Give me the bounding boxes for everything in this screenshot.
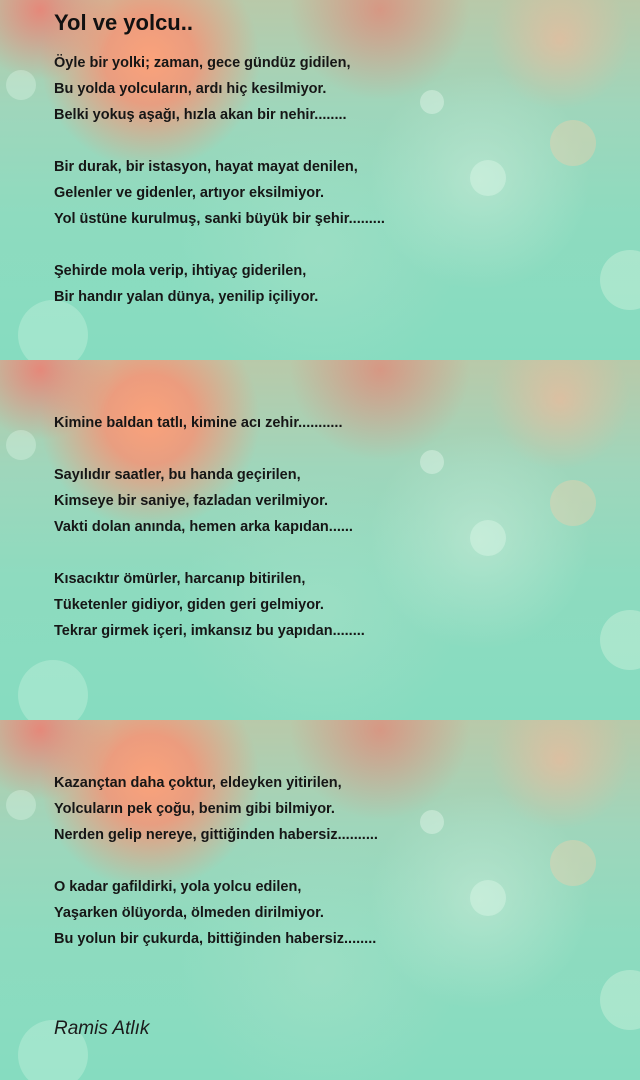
poem-line: O kadar gafildirki, yola yolcu edilen, [54,879,302,895]
stanza-block [54,770,378,952]
poem-line: Bu yolda yolcuların, ardı hiç kesilmiyor. [54,81,327,97]
poem-line: Tekrar girmek içeri, imkansız bu yapıdan........ [54,623,365,639]
bokeh-light [550,120,596,166]
poem-panel-2 [0,360,640,720]
poem-line: Belki yokuş aşağı, hızla akan bir nehir........ [54,107,347,123]
poem-line: Bir handır yalan dünya, yenilip içiliyor. [54,289,319,305]
poem-line [54,848,378,874]
bokeh-light [18,660,88,720]
bokeh-light [420,90,444,114]
poem-line [54,436,365,462]
author-name: Ramis Atlık [54,1018,150,1039]
poem-title: Yol ve yolcu.. [54,10,193,35]
poem-line: Kimseye bir saniye, fazladan verilmiyor. [54,493,329,509]
bokeh-light [470,520,506,556]
poem-line: Vakti dolan anında, hemen arka kapıdan...... [54,519,353,535]
poem-line [54,540,365,566]
poem-line [54,232,385,258]
poem-line: Kısacıktır ömürler, harcanıp bitirilen, [54,571,306,587]
poem-line: Yolcuların pek çoğu, benim gibi bilmiyor. [54,801,335,817]
poem-line: Yaşarken ölüyorda, ölmeden dirilmiyor. [54,905,324,921]
stanza-block [54,50,385,310]
bokeh-light [420,450,444,474]
bokeh-light [600,610,640,670]
poem-line: Kimine baldan tatlı, kimine acı zehir........... [54,415,343,431]
poem-line: Kazançtan daha çoktur, eldeyken yitirilen, [54,775,342,791]
poem-line: Tüketenler gidiyor, giden geri gelmiyor. [54,597,324,613]
bokeh-light [600,250,640,310]
poem-line: Bir durak, bir istasyon, hayat mayat denilen, [54,159,358,175]
bokeh-light [6,790,36,820]
bokeh-light [600,970,640,1030]
bokeh-light [470,160,506,196]
bokeh-light [420,810,444,834]
stanza-block [54,410,365,644]
poem-panel-1 [0,0,640,360]
poem-line [54,128,385,154]
bokeh-light [6,430,36,460]
bokeh-light [6,70,36,100]
poem-line: Bu yolun bir çukurda, bittiğinden habersiz........ [54,931,377,947]
poem-line: Gelenler ve gidenler, artıyor eksilmiyor. [54,185,324,201]
poem-line: Yol üstüne kurulmuş, sanki büyük bir şehir......... [54,211,385,227]
bokeh-light [470,880,506,916]
poem-line: Şehirde mola verip, ihtiyaç giderilen, [54,263,307,279]
bokeh-light [550,480,596,526]
poem-line: Sayılıdır saatler, bu handa geçirilen, [54,467,301,483]
bokeh-light [550,840,596,886]
poem-line: Nerden gelip nereye, gittiğinden habersiz.......... [54,827,378,843]
poem-panel-3 [0,720,640,1080]
poem-line: Öyle bir yolki; zaman, gece gündüz gidilen, [54,55,351,71]
